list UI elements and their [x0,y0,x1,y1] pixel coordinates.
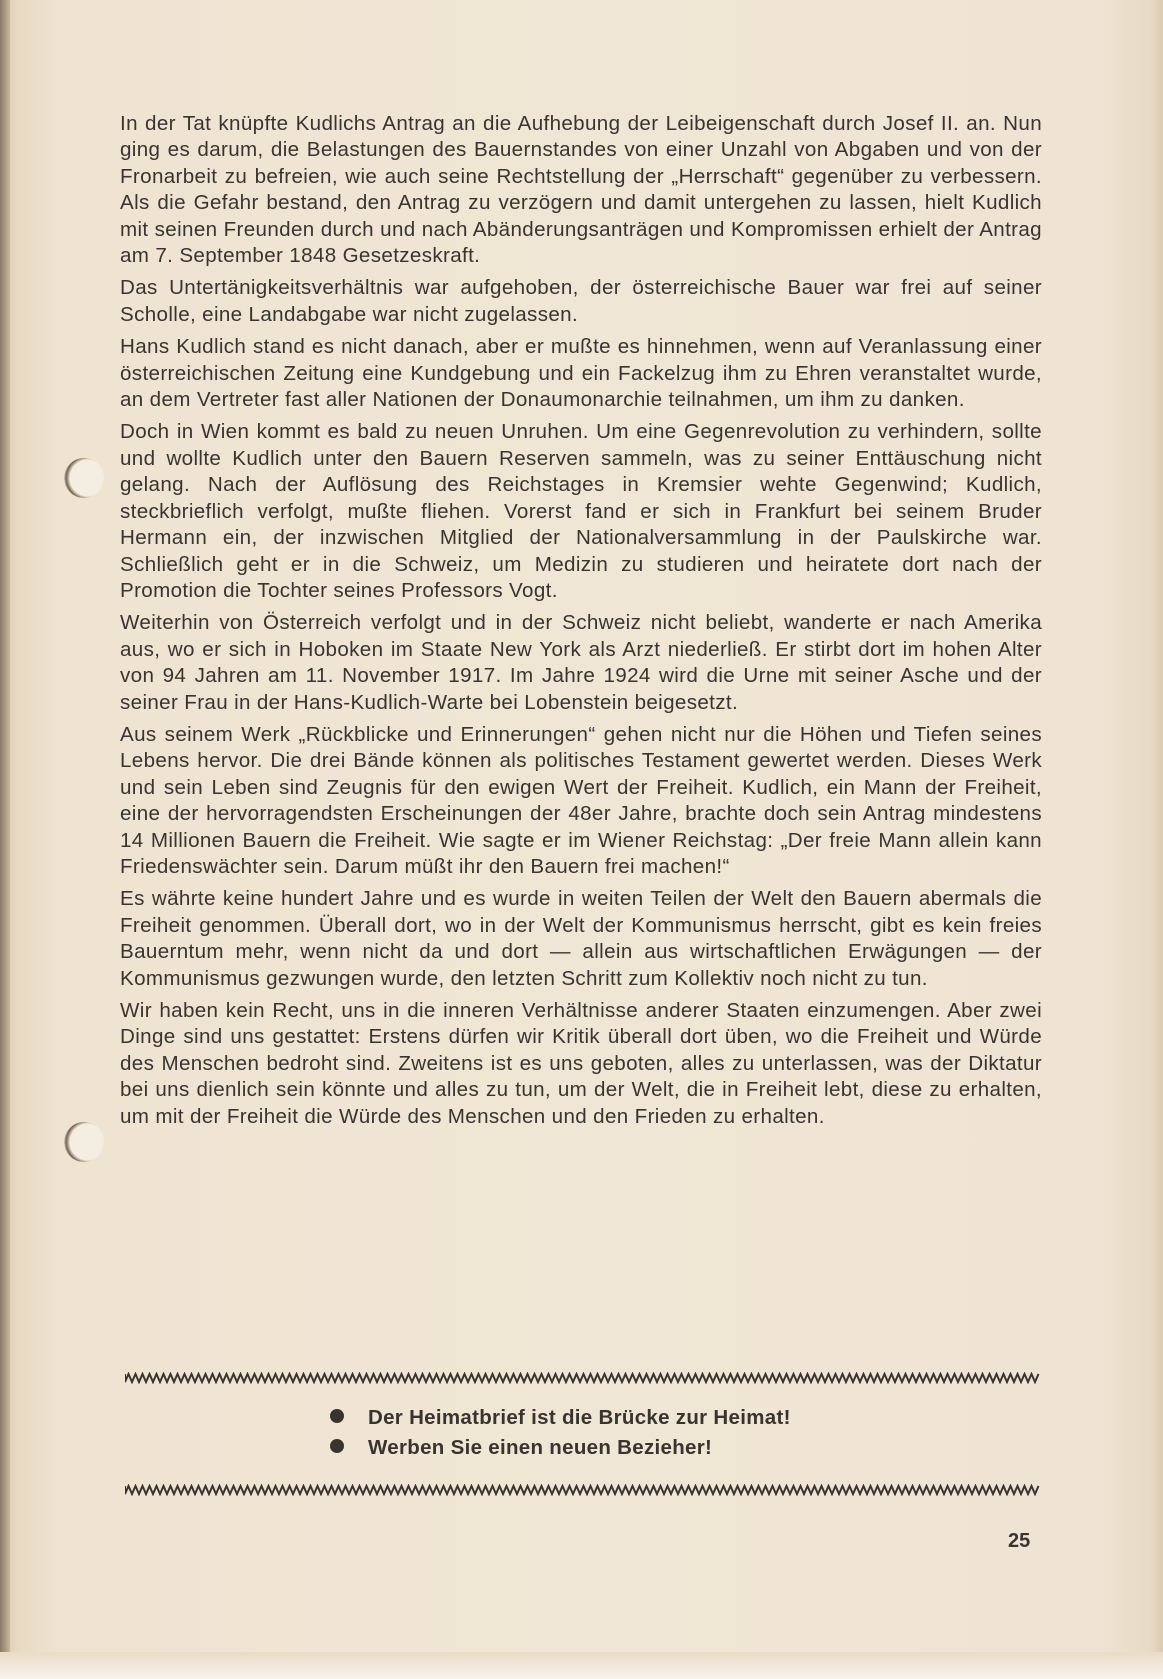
paragraph-7: Es währte keine hundert Jahre und es wurde in weiten Teilen der Welt den Bauern abermals die Freiheit genommen. Überall dort, wo in der Welt der Kommunismus herrscht, gibt es kein freies Bauerntum mehr, wenn nicht da und dort — allein aus wirtschaftlichen Erwägungen — der Kommunismus gezwungen wurde, den letzten Schritt zum Kollektiv noch nicht zu tun. [120,887,1042,990]
notice-line-1 [330,1406,791,1430]
page-bottom-edge [0,1652,1163,1679]
wavy-divider-bottom [125,1484,1040,1496]
book-spine-shadow [0,0,10,1679]
bullet-icon [330,1409,344,1423]
paragraph-1: In der Tat knüpfte Kudlichs Antrag an die Aufhebung der Leibeigenschaft durch Josef II. an. Nun ging es darum, die Belastungen des Bauernstandes von einer Unzahl von Abgaben und von der Fronarbeit zu befreien, wie auch seine Rechtstellung der „Herrschaft“ gegenüber zu verbessern. Als die Gefahr bestand, den Antrag zu verzögern und damit untergehen zu lassen, hielt Kudlich mit seinen Freunden durch und nach Abänderungsanträgen und Kompromissen erhielt der Antrag am 7. September 1848 Gesetzeskraft. [120,112,1042,268]
page-number: 25 [1008,1530,1031,1552]
paragraph-5: Weiterhin von Österreich verfolgt und in der Schweiz nicht beliebt, wanderte er nach Amerika aus, wo er sich in Hoboken im Staate New York als Arzt niederließ. Er stirbt dort im hohen Alter von 94 Jahren am 11. November 1917. Im Jahre 1924 wird die Urne mit seiner Asche und der seiner Frau in der Hans-Kudlich-Warte bei Lobenstein beigesetzt. [120,611,1042,714]
article-body [120,111,1042,1136]
paragraph-4: Doch in Wien kommt es bald zu neuen Unruhen. Um eine Gegenrevolution zu verhindern, sollte und wollte Kudlich unter den Bauern Reserven sammeln, was zu seiner Enttäuschung nicht gelang. Nach der Auflösung des Reichstages in Kremsier wehte Gegenwind; Kudlich, steckbrieflich verfolgt, mußte fliehen. Vorerst fand er sich in Frankfurt bei seinem Bruder Hermann ein, der inzwischen Mitglied der Nationalversammlung in der Paulskirche war. Schließlich geht er in die Schweiz, um Medizin zu studieren und heiratete dort nach der Promotion die Tochter seines Professors Vogt. [120,420,1042,602]
punch-hole-upper [64,458,104,498]
paragraph-6: Aus seinem Werk „Rückblicke und Erinnerungen“ gehen nicht nur die Höhen und Tiefen seines Lebens hervor. Die drei Bände können als politisches Testament gewertet werden. Dieses Werk und sein Leben sind Zeugnis für den ewigen Wert der Freiheit. Kudlich, ein Mann der Freiheit, eine der hervorragendsten Erscheinungen der 48er Jahre, brachte doch sein Antrag mindestens 14 Millionen Bauern die Freiheit. Wie sagte er im Wiener Reichstag: „Der freie Mann allein kann Friedenswächter sein. Darum müßt ihr den Bauern frei machen!“ [120,722,1042,878]
paragraph-2: Das Untertänigkeitsverhältnis war aufgehoben, der österreichische Bauer war frei auf seiner Scholle, eine Landabgabe war nicht zugelassen. [120,276,1042,326]
paragraph-3: Hans Kudlich stand es nicht danach, aber er mußte es hinnehmen, wenn auf Veranlassung einer österreichischen Zeitung eine Kundgebung und ein Fackelzug ihm zu Ehren veranstaltet wurde, an dem Vertreter fast aller Nationen der Donaumonarchie teilnahmen, um ihm zu danken. [120,335,1042,412]
notice-line-2 [330,1436,712,1460]
bullet-icon [330,1439,344,1453]
punch-hole-lower [64,1122,104,1162]
wavy-divider-top [125,1372,1040,1384]
paragraph-8: Wir haben kein Recht, uns in die inneren Verhältnisse anderer Staaten einzumengen. Aber zwei Dinge sind uns gestattet: Erstens dürfen wir Kritik überall dort üben, wo die Freiheit und Würde des Menschen bedroht sind. Zweitens ist es uns geboten, alles zu unterlassen, was der Diktatur bei uns dienlich sein könnte und alles zu tun, um der Welt, die in Freiheit lebt, diese zu erhalten, um mit der Freiheit die Würde des Menschen und den Frieden zu erhalten. [120,999,1042,1128]
notice-text-1: Der Heimatbrief ist die Brücke zur Heimat! [368,1406,791,1429]
notice-text-2: Werben Sie einen neuen Bezieher! [368,1436,713,1459]
